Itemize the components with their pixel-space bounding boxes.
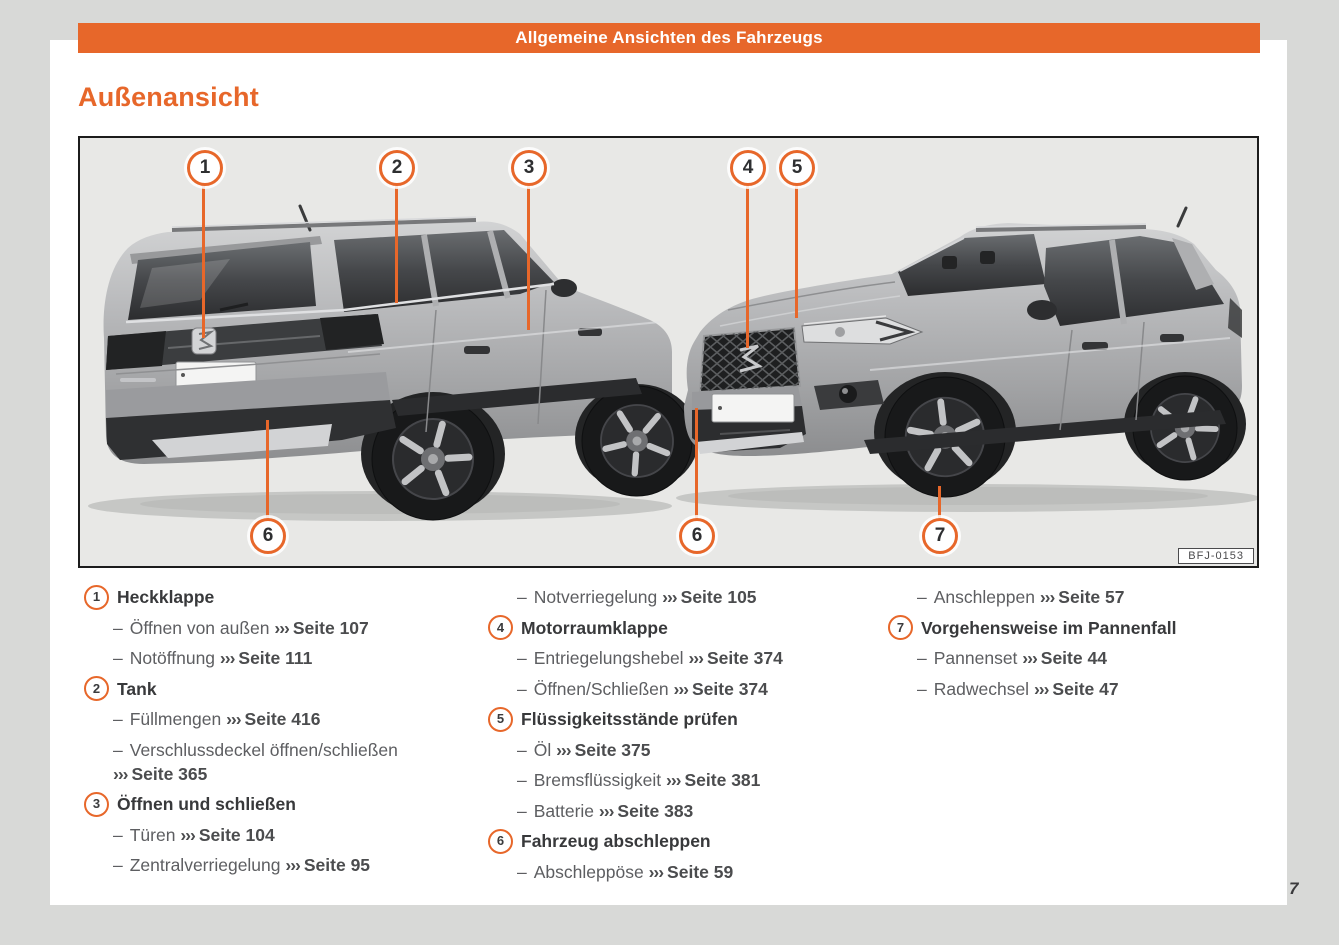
callout-leader-line-5 — [795, 168, 798, 318]
item-title: Tank — [117, 678, 157, 699]
item-number-badge — [488, 615, 513, 640]
list-subitem — [84, 646, 478, 670]
legend-column-3 — [888, 585, 1282, 707]
item-title: Motorraumklappe — [521, 617, 668, 638]
item-number-badge — [84, 676, 109, 701]
dash: – — [113, 824, 123, 845]
vehicle-figure — [78, 136, 1259, 568]
list-subitem — [84, 853, 478, 877]
page-ref-text: Seite 104 — [198, 824, 275, 845]
callout-leader-line-6b — [695, 408, 698, 536]
callout-number: 5 — [791, 157, 803, 178]
page-ref-text: Seite 374 — [692, 678, 768, 699]
page-reference — [1022, 648, 1107, 668]
callout-leader-line-3 — [527, 168, 530, 330]
item-title: Vorgehensweise im Pannenfall — [921, 617, 1177, 638]
chevron-icon: ››› — [226, 709, 241, 729]
dash: – — [113, 709, 123, 729]
subitem-label: Anschleppen — [933, 587, 1035, 607]
front-wheel — [582, 386, 692, 496]
list-subitem — [888, 585, 1282, 609]
door-handle — [464, 346, 490, 354]
chevron-icon: ››› — [219, 648, 235, 668]
list-subitem — [488, 860, 882, 884]
chevron-icon: ››› — [1039, 587, 1055, 607]
chevron-icon: ››› — [285, 855, 300, 875]
callout-number: 4 — [742, 157, 754, 178]
page-ref-text: Seite 375 — [574, 739, 651, 760]
subitem-label: Öl — [533, 739, 552, 760]
page-ref-text: Seite 374 — [706, 648, 783, 668]
item-title: Heckklappe — [117, 587, 215, 607]
page-reference — [274, 618, 368, 638]
car-rear-view — [88, 206, 699, 521]
chevron-icon: ››› — [648, 861, 664, 882]
page-ref-text: Seite 107 — [292, 617, 369, 638]
page-reference — [180, 825, 274, 845]
callout-leader-line-1 — [202, 168, 205, 338]
callout-badge-3 — [511, 150, 547, 186]
callout-badge-6a — [250, 518, 286, 554]
subitem-label: Pannenset — [933, 648, 1018, 668]
callout-number: 6 — [691, 525, 703, 546]
list-heading — [888, 616, 1282, 640]
list-heading — [84, 792, 478, 816]
page-title: Außenansicht — [78, 82, 259, 112]
chevron-icon: ››› — [113, 763, 128, 784]
subitem-label: Bremsflüssigkeit — [533, 770, 662, 790]
callout-leader-line-2 — [395, 168, 398, 303]
page-ref-text: Seite 44 — [1040, 648, 1107, 668]
dash: – — [113, 648, 123, 668]
callout-number: 3 — [523, 157, 535, 178]
page-ref-text: Seite 47 — [1052, 678, 1119, 699]
page-ref-text: Seite 381 — [684, 770, 761, 790]
list-heading — [488, 616, 882, 640]
callout-number: 1 — [199, 157, 211, 178]
image-code-label: BFJ-0153 — [1178, 548, 1254, 564]
dash: – — [517, 800, 527, 821]
subitem-label: Öffnen/Schließen — [533, 678, 669, 699]
subitem-label: Radwechsel — [933, 678, 1030, 699]
side-mirror — [551, 279, 577, 297]
callout-number: 2 — [391, 157, 403, 178]
list-subitem — [488, 799, 882, 823]
list-heading — [84, 677, 478, 701]
subitem-label: Abschleppöse — [533, 861, 644, 882]
dash: – — [917, 678, 927, 699]
callout-number: 6 — [262, 525, 274, 546]
dash: – — [517, 587, 527, 607]
subitem-label: Füllmengen — [129, 709, 222, 729]
chevron-icon: ››› — [274, 617, 289, 638]
item-number-badge — [84, 792, 109, 817]
page-reference — [556, 740, 650, 760]
item-number-badge — [888, 615, 913, 640]
page-reference — [688, 648, 782, 668]
page-ref-text: Seite 416 — [244, 709, 321, 729]
list-subitem — [84, 738, 478, 786]
chevron-icon: ››› — [556, 739, 571, 760]
chevron-icon: ››› — [1022, 648, 1037, 668]
subitem-label: Zentralverriegelung — [129, 855, 281, 875]
item-number: 5 — [496, 711, 505, 726]
item-number-badge — [488, 707, 513, 732]
callout-badge-4 — [730, 150, 766, 186]
subitem-label: Notverriegelung — [533, 587, 658, 607]
chevron-icon: ››› — [180, 824, 195, 845]
list-subitem — [888, 677, 1282, 701]
list-subitem — [84, 707, 478, 731]
page-reference — [1040, 587, 1125, 607]
list-subitem — [84, 823, 478, 847]
list-subitem — [488, 738, 882, 762]
callout-badge-5 — [779, 150, 815, 186]
list-subitem — [488, 585, 882, 609]
subitem-label: Verschlussdeckel öffnen/schließen — [129, 739, 398, 760]
page-ref-text: Seite 111 — [238, 648, 313, 668]
dash: – — [113, 617, 123, 638]
chevron-icon: ››› — [1033, 678, 1049, 699]
dash: – — [517, 678, 527, 699]
callout-badge-2 — [379, 150, 415, 186]
dash: – — [517, 770, 527, 790]
list-subitem — [84, 616, 478, 640]
page-reference — [674, 679, 768, 699]
callout-badge-1 — [187, 150, 223, 186]
subitem-label: Notöffnung — [129, 648, 216, 668]
legend-column-2 — [488, 585, 882, 890]
list-subitem — [488, 646, 882, 670]
list-subitem — [488, 677, 882, 701]
dash: – — [113, 855, 123, 875]
item-number-badge — [84, 585, 109, 610]
page-ref-text: Seite 59 — [667, 861, 734, 882]
page-ref-text: Seite 365 — [131, 763, 208, 784]
item-number: 1 — [92, 589, 101, 604]
page-reference — [220, 648, 312, 668]
subitem-label: Öffnen von außen — [129, 617, 270, 638]
item-number: 7 — [896, 619, 905, 635]
page-number: 7 — [1289, 879, 1299, 898]
dash: – — [917, 587, 927, 607]
callout-badge-7 — [922, 518, 958, 554]
list-subitem — [488, 768, 882, 792]
item-number: 4 — [496, 619, 505, 635]
page-ref-text: Seite 95 — [303, 855, 371, 875]
page-reference — [226, 709, 320, 729]
chevron-icon: ››› — [688, 648, 703, 668]
page-reference — [649, 862, 734, 882]
subitem-label: Batterie — [533, 800, 595, 821]
page-ref-text: Seite 383 — [617, 800, 694, 821]
vehicle-figure-art — [80, 138, 1257, 566]
front-license-plate — [712, 394, 794, 422]
chevron-icon: ››› — [673, 678, 688, 699]
subitem-label: Türen — [129, 824, 176, 845]
item-title: Fahrzeug abschleppen — [521, 831, 711, 851]
side-mirror — [1027, 300, 1057, 320]
dash: – — [917, 648, 927, 668]
subitem-label: Entriegelungshebel — [533, 648, 684, 668]
page-ref-text: Seite 57 — [1058, 587, 1125, 607]
list-heading — [84, 585, 478, 609]
chevron-icon: ››› — [598, 800, 614, 821]
page-reference — [599, 801, 693, 821]
callout-number: 7 — [934, 525, 946, 546]
callout-leader-line-4 — [746, 168, 749, 348]
list-heading — [488, 829, 882, 853]
page-reference — [113, 764, 207, 784]
item-number: 6 — [496, 833, 505, 848]
chevron-icon: ››› — [662, 587, 677, 607]
item-title: Öffnen und schließen — [117, 794, 296, 814]
list-heading — [488, 707, 882, 731]
item-number: 3 — [92, 796, 101, 811]
legend-column-1 — [84, 585, 478, 884]
item-number-badge — [488, 829, 513, 854]
car-front-view — [676, 208, 1257, 512]
chevron-icon: ››› — [666, 770, 681, 790]
callout-badge-6b — [679, 518, 715, 554]
dash: – — [517, 861, 527, 882]
page-reference — [662, 587, 756, 607]
chapter-title: Allgemeine Ansichten des Fahrzeugs — [515, 28, 823, 47]
dash: – — [517, 648, 527, 668]
list-subitem — [888, 646, 1282, 670]
chapter-header-bar — [78, 23, 1260, 53]
item-title: Flüssigkeitsstände prüfen — [521, 709, 738, 729]
page-reference — [1034, 679, 1119, 699]
page-ref-text: Seite 105 — [680, 587, 757, 607]
item-number: 2 — [92, 680, 101, 696]
page-reference — [285, 855, 370, 875]
dash: – — [113, 739, 123, 760]
page-reference — [666, 770, 760, 790]
dash: – — [517, 739, 527, 760]
